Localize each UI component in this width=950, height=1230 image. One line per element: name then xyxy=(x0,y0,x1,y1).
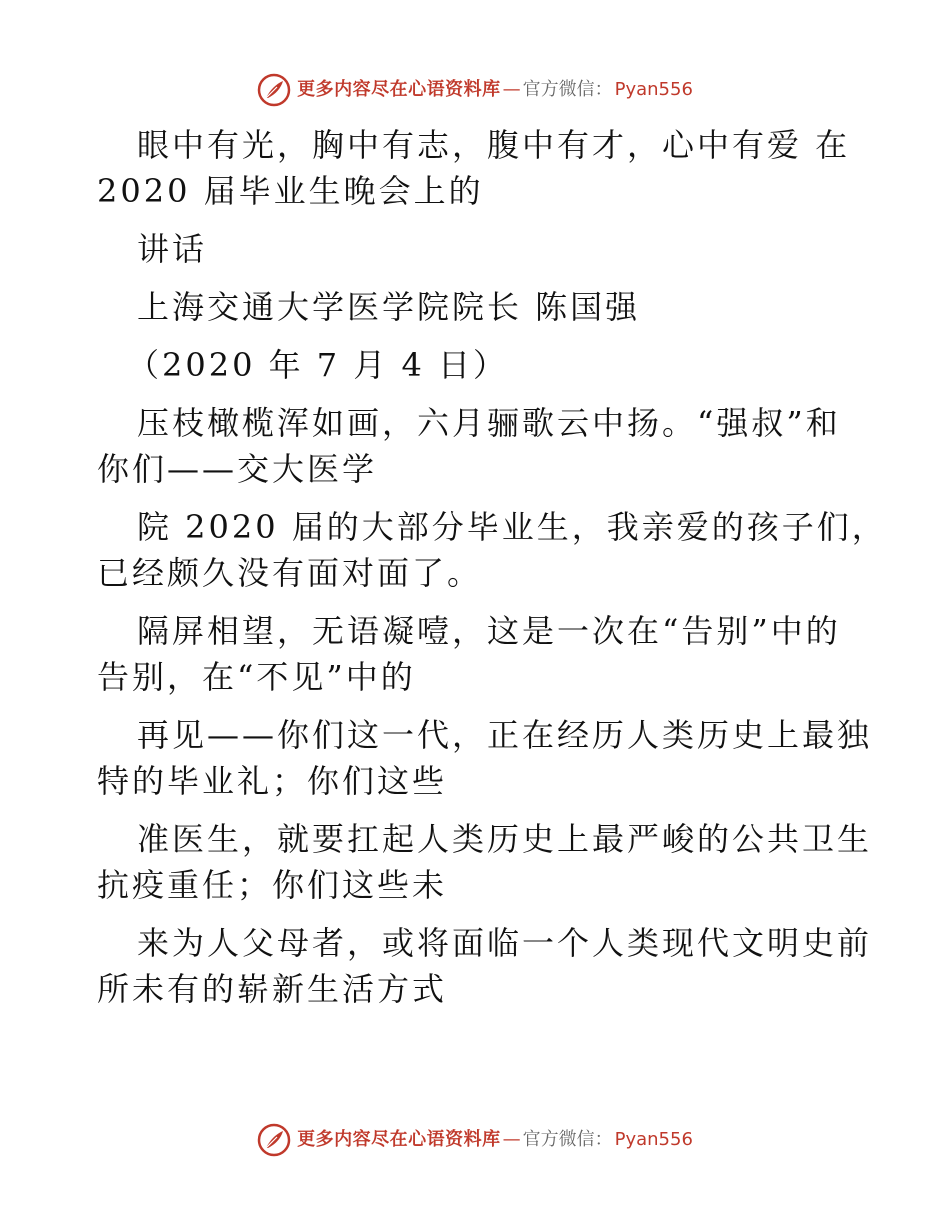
paragraph-6-line-2: 所未有的崭新生活方式 xyxy=(97,970,448,1008)
watermark-wechat-id: Pyan556 xyxy=(614,1129,693,1150)
author-line: 上海交通大学医学院院长 陈国强 xyxy=(137,288,641,326)
date-line: （2020 年 7 月 4 日） xyxy=(127,346,509,384)
paragraph-5-line-1: 准医生，就要扛起人类历史上最严峻的公共卫生 xyxy=(137,820,873,858)
paragraph-3-line-2: 告别，在“不见”中的 xyxy=(97,658,416,696)
watermark-site-text: 更多内容尽在心语资料库 xyxy=(297,79,501,100)
feather-pen-icon xyxy=(257,1123,291,1157)
header-watermark xyxy=(0,70,950,110)
paragraph-2-line-2: 已经颇久没有面对面了。 xyxy=(97,554,483,592)
feather-pen-icon xyxy=(257,73,291,107)
title-line-3: 讲话 xyxy=(137,230,208,268)
watermark-official-label: 官方微信： xyxy=(522,79,613,100)
paragraph-4-line-1: 再见——你们这一代，正在经历人类历史上最独 xyxy=(137,716,873,754)
paragraph-5-line-2: 抗疫重任；你们这些未 xyxy=(97,866,448,904)
paragraph-1-line-1: 压枝橄榄浑如画，六月骊歌云中扬。“强叔”和 xyxy=(137,404,841,442)
watermark-official-label: 官方微信： xyxy=(522,1129,613,1150)
paragraph-1-line-2: 你们——交大医学 xyxy=(97,450,378,488)
watermark-site-text: 更多内容尽在心语资料库 xyxy=(297,1129,501,1150)
watermark-dash: — xyxy=(502,1129,521,1150)
title-line-2: 2020 届毕业生晚会上的 xyxy=(97,172,484,210)
watermark-dash: — xyxy=(502,79,521,100)
title-line-1: 眼中有光，胸中有志，腹中有才，心中有爱 在 xyxy=(137,126,851,164)
paragraph-3-line-1: 隔屏相望，无语凝噎，这是一次在“告别”中的 xyxy=(137,612,841,650)
paragraph-6-line-1: 来为人父母者，或将面临一个人类现代文明史前 xyxy=(137,924,873,962)
watermark-wechat-id: Pyan556 xyxy=(614,79,693,100)
paragraph-4-line-2: 特的毕业礼；你们这些 xyxy=(97,762,448,800)
document-body xyxy=(97,122,887,1012)
footer-watermark xyxy=(0,1120,950,1160)
paragraph-2-line-1: 院 2020 届的大部分毕业生，我亲爱的孩子们， xyxy=(137,508,887,546)
